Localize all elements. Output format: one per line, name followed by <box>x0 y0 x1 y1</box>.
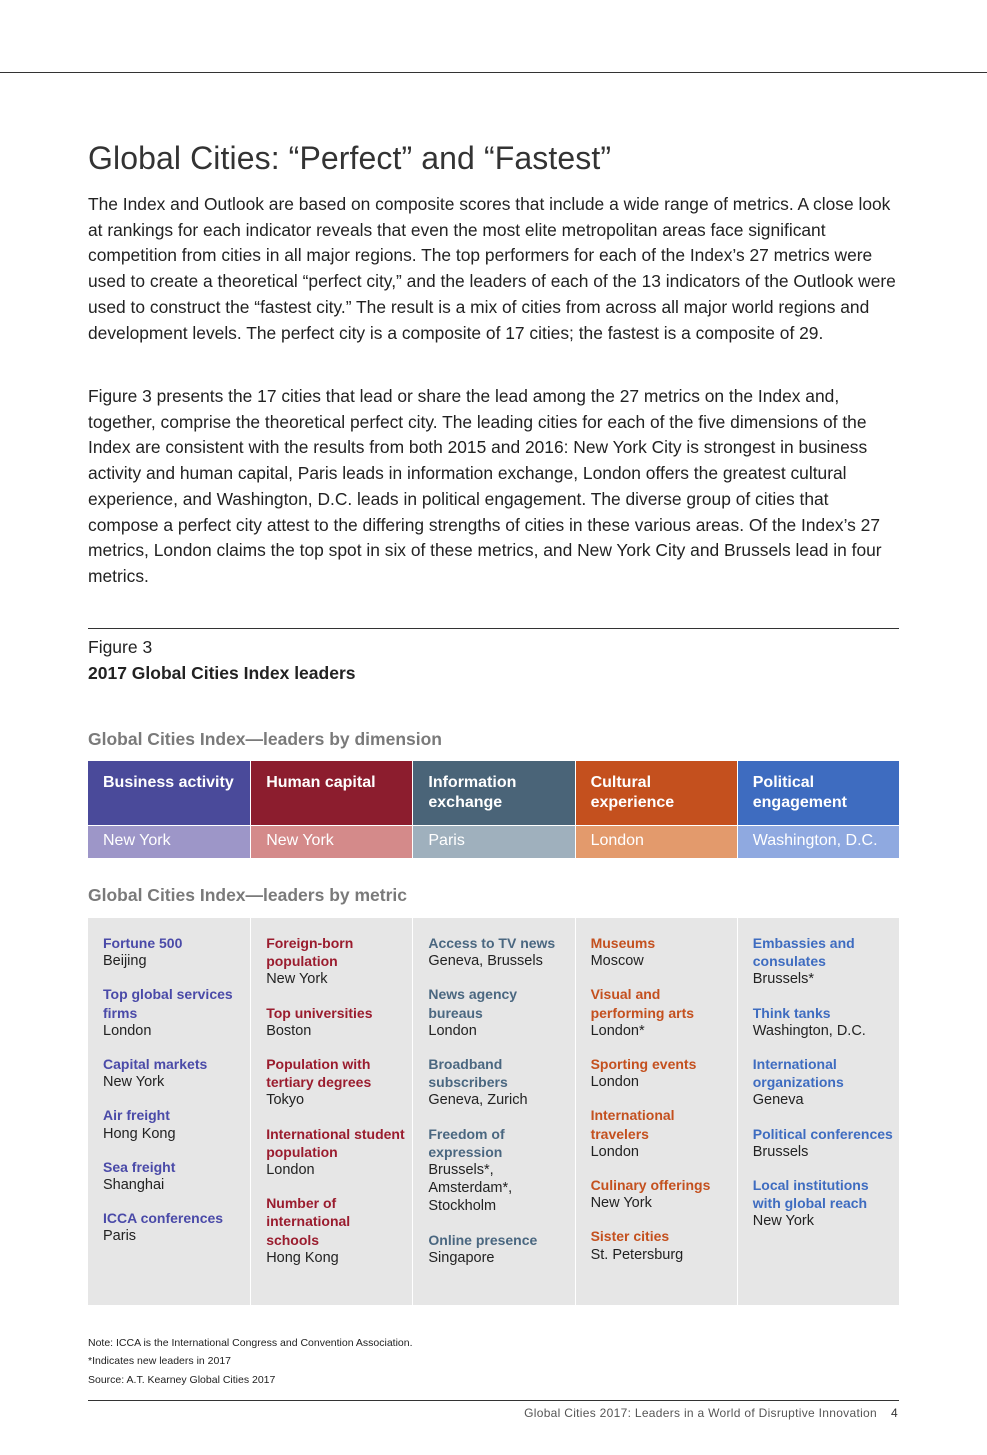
metric-leader-city: Geneva, Brussels <box>428 953 543 970</box>
dimension-grid <box>88 761 899 858</box>
metric-item <box>266 934 406 989</box>
metric-leader-city: Hong Kong <box>266 1249 339 1266</box>
dimension-leader: Washington, D.C. <box>737 826 899 858</box>
metric-name: Local institutions with global reach <box>752 1177 869 1212</box>
metric-name: Access to TV news <box>428 935 556 951</box>
page-title: Global Cities: “Perfect” and “Fastest” <box>88 140 612 176</box>
metric-name: International student population <box>266 1125 405 1160</box>
metric-name: ICCA conferences <box>103 1210 224 1227</box>
figure-label: Figure 3 <box>88 637 153 657</box>
metric-name: Foreign-born population <box>266 935 354 970</box>
metric-item <box>753 1176 893 1231</box>
metric-item <box>103 985 244 1040</box>
metric-item <box>428 1055 568 1110</box>
metric-leader-city: Shanghai <box>103 1177 165 1194</box>
metric-leader-city: Washington, D.C. <box>752 1022 866 1039</box>
metric-leader-city: New York <box>590 1195 652 1212</box>
metric-heading: Global Cities Index—leaders by metric <box>88 885 407 905</box>
footer-rule <box>88 1400 899 1401</box>
metric-item <box>428 1125 568 1216</box>
note-line: Source: A.T. Kearney Global Cities 2017 <box>88 1373 276 1386</box>
metric-item <box>591 1106 731 1161</box>
metric-name: Number of international schools <box>266 1195 351 1248</box>
metric-item <box>266 1194 406 1267</box>
metric-name: Political conferences <box>752 1125 893 1142</box>
dimension-name: Political engagement <box>737 761 899 825</box>
metric-item <box>266 1055 406 1110</box>
footer-title: Global Cities 2017: Leaders in a World of Disruptive Innovation <box>524 1406 877 1420</box>
metric-leader-city: New York <box>752 1213 815 1230</box>
page-number: 4 <box>891 1406 898 1420</box>
metric-leader-city: Tokyo <box>266 1092 305 1109</box>
metric-name: Capital markets <box>103 1056 208 1073</box>
dimension-leader: London <box>575 826 737 858</box>
metric-name: Museums <box>590 935 656 951</box>
dimension-column <box>575 761 737 858</box>
metric-leader-city: Brussels <box>752 1143 809 1160</box>
metric-column <box>412 918 574 1305</box>
metric-leader-city: London <box>590 1143 639 1160</box>
metric-leader-city: Boston <box>266 1022 312 1039</box>
metric-item <box>103 1055 244 1091</box>
metric-leader-city: Hong Kong <box>103 1125 176 1142</box>
metric-name: Top global services firms <box>103 986 233 1021</box>
metric-name: Online presence <box>428 1231 538 1248</box>
metric-leader-city: London* <box>590 1022 645 1039</box>
metric-name: Culinary offerings <box>590 1177 711 1194</box>
metric-leader-city: Moscow <box>590 953 644 970</box>
metric-item <box>753 1125 893 1161</box>
figure-notes <box>88 1334 413 1389</box>
dimension-column <box>412 761 574 858</box>
metric-item <box>266 1004 406 1040</box>
metric-leader-city: London <box>590 1074 639 1091</box>
metric-item <box>591 934 731 970</box>
metric-leader-city: Beijing <box>103 953 147 970</box>
metric-leader-city: London <box>266 1162 315 1179</box>
metric-item <box>428 1231 568 1267</box>
body-paragraph-2: Figure 3 presents the 17 cities that lead or share the lead among the 27 metrics on the Index and, together, comprise the theoretical perfect city. The leading cities for each of the five dimensions of the Index are consistent with the results from both 2015 and 2016: New York City is strongest in business activity and human capital, Paris leads in information exchange, London offers the greatest cultural experience, and Washington, D.C. leads in political engagement. The diverse group of cities that compose a perfect city attest to the differing strengths of cities in these various areas. Of the Index’s 27 metrics, London claims the top spot in six of these metrics, and New York City and Brussels lead in four metrics. <box>88 386 882 586</box>
metric-item <box>428 985 568 1040</box>
dimension-name: Human capital <box>250 761 412 825</box>
metric-leader-city: Geneva <box>752 1092 804 1109</box>
metric-name: International travelers <box>590 1107 675 1142</box>
metric-item <box>753 934 893 989</box>
metric-column <box>575 918 737 1305</box>
metric-name: Freedom of expression <box>428 1125 505 1160</box>
figure-rule <box>88 628 899 629</box>
metric-column <box>737 918 899 1305</box>
metric-leader-city: Singapore <box>428 1249 495 1266</box>
metric-name: News agency bureaus <box>428 986 518 1021</box>
metric-leader-city: Brussels*, Amsterdam*, Stockholm <box>428 1162 513 1215</box>
metric-column <box>250 918 412 1305</box>
metric-name: Population with tertiary degrees <box>266 1056 372 1091</box>
note-line: Note: ICCA is the International Congress and Convention Association. <box>88 1337 413 1349</box>
metric-leader-city: Paris <box>103 1228 137 1245</box>
metric-leader-city: St. Petersburg <box>590 1246 684 1263</box>
metric-leader-city: Brussels* <box>752 971 814 988</box>
note-line: *Indicates new leaders in 2017 <box>88 1355 232 1368</box>
metric-item <box>591 1176 731 1212</box>
dimension-column <box>88 761 250 858</box>
metric-item <box>591 1227 731 1263</box>
metric-name: Fortune 500 <box>103 935 183 951</box>
metric-name: Top universities <box>266 1004 373 1021</box>
dimension-column <box>737 761 899 858</box>
metric-item <box>103 1158 244 1194</box>
dimension-name: Cultural experience <box>575 761 737 825</box>
metric-item <box>428 934 568 970</box>
figure-title: 2017 Global Cities Index leaders <box>88 663 356 683</box>
metric-leader-city: London <box>103 1022 152 1039</box>
metric-grid <box>88 918 899 1305</box>
metric-column <box>88 918 250 1305</box>
metric-leader-city: New York <box>103 1074 165 1091</box>
dimension-leader: New York <box>250 826 412 858</box>
dimension-name: Information exchange <box>412 761 574 825</box>
metric-name: Sporting events <box>590 1056 697 1073</box>
metric-item <box>103 1106 244 1142</box>
metric-leader-city: London <box>428 1022 477 1039</box>
metric-leader-city: New York <box>266 971 328 988</box>
metric-name: Visual and performing arts <box>590 986 695 1021</box>
metric-item <box>753 1055 893 1110</box>
dimension-heading: Global Cities Index—leaders by dimension <box>88 729 442 749</box>
metric-leader-city: Geneva, Zurich <box>428 1092 528 1109</box>
metric-name: Embassies and consulates <box>752 935 855 970</box>
metric-item <box>103 1209 244 1245</box>
body-paragraph-1: The Index and Outlook are based on composite scores that include a wide range of metrics. A close look at rankings for each indicator reveals that even the most elite metropolitan areas face significant competition from cities in all major regions. The top performers for each of the Index’s 27 metrics were used to create a theoretical “perfect city,” and the leaders of each of the 13 indicators of the Outlook were used to construct the “fastest city.” The result is a mix of cities from across all major world regions and development levels. The perfect city is a composite of 17 cities; the fastest is a composite of 29. <box>88 194 896 343</box>
metric-name: Sea freight <box>103 1158 176 1175</box>
top-rule <box>0 72 987 73</box>
dimension-column <box>250 761 412 858</box>
metric-item <box>591 985 731 1040</box>
metric-name: International organizations <box>752 1056 844 1091</box>
metric-item <box>103 934 244 970</box>
dimension-leader: New York <box>88 826 250 858</box>
metric-item <box>753 1004 893 1040</box>
dimension-name: Business activity <box>88 761 250 825</box>
dimension-leader: Paris <box>412 826 574 858</box>
metric-name: Sister cities <box>590 1228 670 1245</box>
metric-name: Air freight <box>103 1107 170 1124</box>
metric-item <box>591 1055 731 1091</box>
metric-item <box>266 1125 406 1180</box>
metric-name: Think tanks <box>752 1004 831 1021</box>
metric-name: Broadband subscribers <box>428 1056 508 1091</box>
